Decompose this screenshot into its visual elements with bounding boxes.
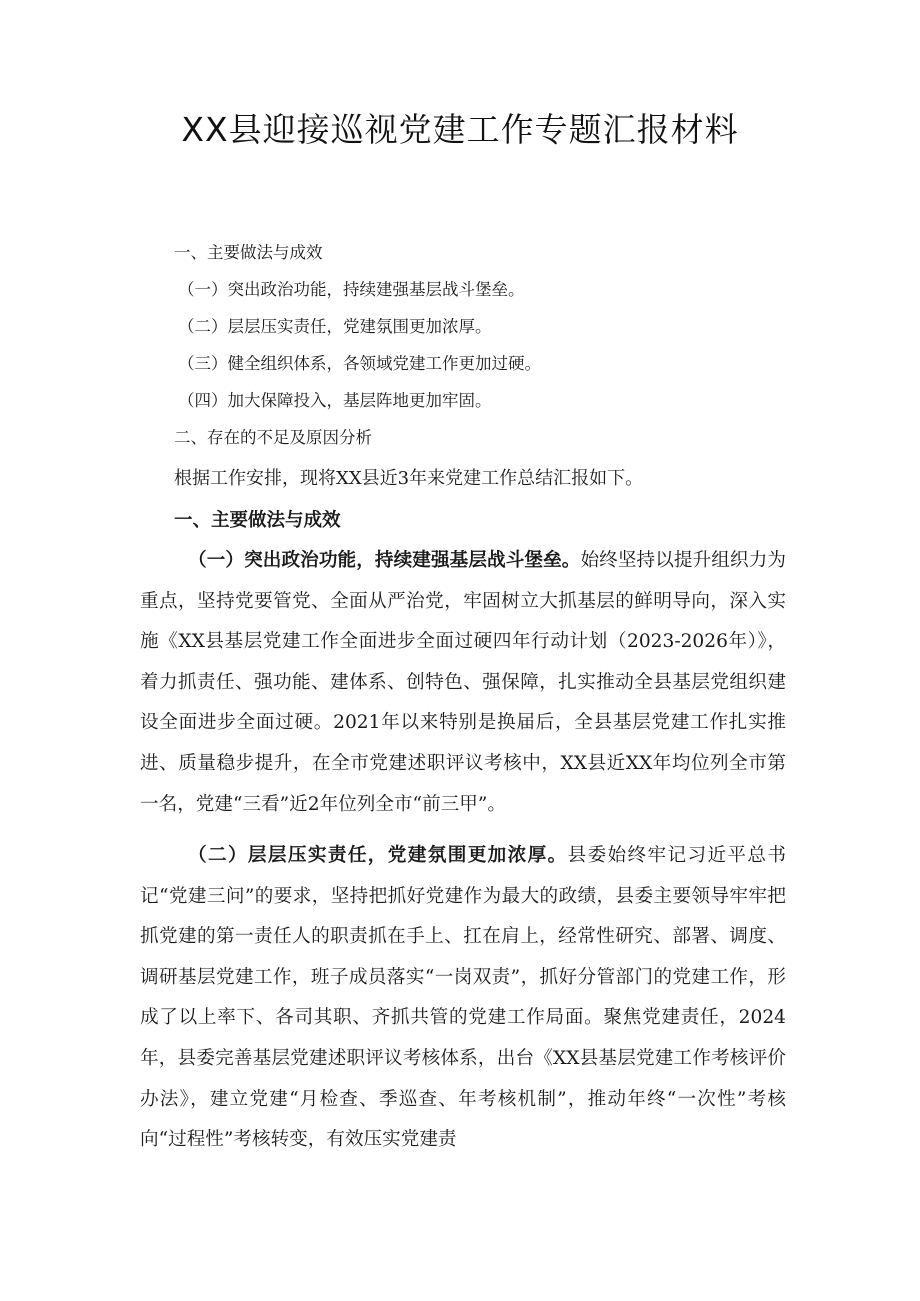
outline-item: （一）突出政治功能，持续建强基层战斗堡垒。 bbox=[178, 280, 525, 299]
body-paragraph bbox=[140, 836, 786, 1161]
body-paragraph bbox=[140, 541, 786, 825]
outline-item: 二、存在的不足及原因分析 bbox=[174, 428, 372, 447]
document-title: XX县迎接巡视党建工作专题汇报材料 bbox=[181, 110, 739, 149]
outline-item: （二）层层压实责任，党建氛围更加浓厚。 bbox=[178, 317, 492, 336]
outline-item: （四）加大保障投入，基层阵地更加牢固。 bbox=[178, 391, 492, 410]
outline-item: （三）健全组织体系，各领域党建工作更加过硬。 bbox=[178, 354, 541, 373]
paragraph-lead: （二）层层压实责任，党建氛围更加浓厚。 bbox=[188, 845, 568, 866]
intro-sentence: 根据工作安排，现将XX县近3年来党建工作总结汇报如下。 bbox=[174, 468, 644, 489]
paragraph-body: 始终坚持以提升组织力为重点，坚持党要管党、全面从严治党，牢固树立大抓基层的鲜明导向，深入实施《XX县基层党建工作全面进步全面过硬四年行动计划（2023-2026年）》，着力抓责任、强功能、建体系、创特色、强保障，扎实推动全县基层党组织建设全面进步全面过硬。2021年以来特别是换届后，全县基层党建工作扎实推进、质量稳步提升，在全市党建述职评议考核中，XX县近XX年均位列全市第一名，党建“三看”近2年位列全市“前三甲”。 bbox=[140, 550, 786, 815]
paragraph-body: 县委始终牢记习近平总书记“党建三问”的要求，坚持把抓好党建作为最大的政绩，县委主要领导牢牢把抓党建的第一责任人的职责抓在手上、扛在肩上，经常性研究、部署、调度、调研基层党建工作，班子成员落实“一岗双责”，抓好分管部门的党建工作，形成了以上率下、各司其职、齐抓共管的党建工作局面。聚焦党建责任，2024年，县委完善基层党建述职评议考核体系，出台《XX县基层党建工作考核评价办法》，建立党建“月检查、季巡查、年考核机制”，推动年终“一次性”考核向“过程性”考核转变，有效压实党建责 bbox=[140, 845, 786, 1151]
paragraph-lead: （一）突出政治功能，持续建强基层战斗堡垒。 bbox=[188, 550, 581, 571]
section-heading: 一、主要做法与成效 bbox=[174, 510, 341, 531]
outline-item: 一、主要做法与成效 bbox=[174, 243, 323, 262]
outline-list bbox=[174, 234, 814, 456]
